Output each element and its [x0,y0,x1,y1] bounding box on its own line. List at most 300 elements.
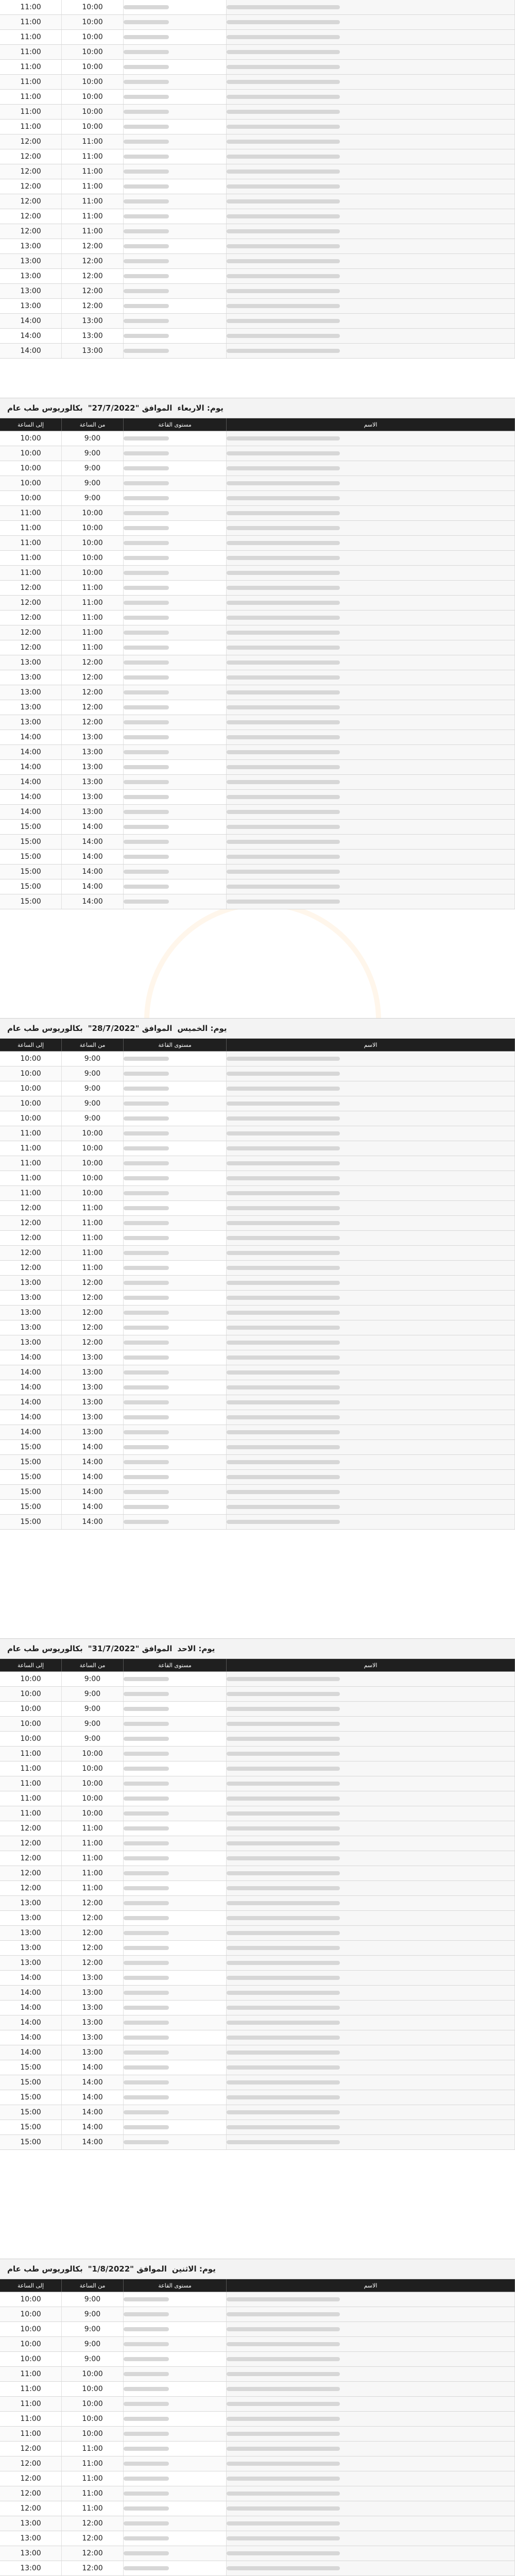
name-placeholder [227,1146,340,1150]
name-cell [227,2105,515,2120]
to-time: 13:00 [0,1276,62,1290]
hall-level-cell [124,446,227,461]
name-cell [227,2561,515,2575]
from-time: 12:00 [62,299,124,313]
name-cell [227,2060,515,2075]
from-time: 11:00 [62,1836,124,1851]
from-time: 11:00 [62,179,124,194]
from-time: 12:00 [62,239,124,253]
name-cell [227,1096,515,1111]
hall-level-cell [124,1096,227,1111]
from-time: 10:00 [62,1747,124,1761]
hall-level-cell [124,2531,227,2546]
table-row [0,1971,515,1986]
from-time: 11:00 [62,1201,124,1215]
to-time: 14:00 [0,730,62,744]
table-row [0,2060,515,2075]
to-time: 15:00 [0,1500,62,1514]
table-row [0,2471,515,2486]
hall-level-cell [124,2322,227,2336]
name-cell [227,2442,515,2456]
hall-level-cell [124,75,227,89]
table-row [0,730,515,745]
hall-level-placeholder [124,214,169,218]
table-row [0,1881,515,1896]
table-row [0,75,515,90]
from-time: 14:00 [62,2120,124,2134]
hall-level-cell [124,2307,227,2321]
name-placeholder [227,1826,340,1831]
to-time: 11:00 [0,1171,62,1185]
name-cell [227,1201,515,1215]
name-cell [227,1276,515,1290]
name-cell [227,1515,515,1529]
name-placeholder [227,571,340,575]
table-row [0,1470,515,1485]
name-cell [227,1156,515,1171]
name-cell [227,581,515,595]
name-placeholder [227,1341,340,1345]
table-row [0,865,515,879]
to-time: 14:00 [0,2015,62,2030]
hall-level-cell [124,2030,227,2045]
to-time: 13:00 [0,1926,62,1940]
name-cell [227,2427,515,2441]
table-row [0,2090,515,2105]
table-row [0,149,515,164]
hall-level-cell [124,0,227,14]
table-row [0,1380,515,1395]
hall-level-cell [124,1186,227,1200]
hall-level-placeholder [124,170,169,174]
hall-level-placeholder [124,1752,169,1756]
name-placeholder [227,586,340,590]
from-time: 10:00 [62,1791,124,1806]
hall-level-placeholder [124,885,169,889]
table-row [0,879,515,894]
to-time: 14:00 [0,344,62,358]
name-placeholder [227,885,340,889]
hall-level-placeholder [124,2506,169,2511]
from-time: 12:00 [62,254,124,268]
name-cell [227,1672,515,1686]
name-placeholder [227,2050,340,2055]
name-cell [227,566,515,580]
hall-level-cell [124,299,227,313]
to-time: 14:00 [0,1986,62,2000]
from-time: 14:00 [62,1455,124,1469]
name-placeholder [227,2021,340,2025]
to-time: 12:00 [0,134,62,149]
day-label: يوم: الاثنين [171,2264,216,2274]
hall-level-placeholder [124,95,169,99]
from-time: 13:00 [62,1971,124,1985]
name-placeholder [227,2447,340,2451]
hall-level-placeholder [124,349,169,353]
to-time: 10:00 [0,2307,62,2321]
table-row [0,1171,515,1186]
hall-level-cell [124,1216,227,1230]
name-cell [227,1440,515,1454]
name-placeholder [227,795,340,799]
table-row [0,1291,515,1306]
table-row [0,2120,515,2135]
name-cell [227,1926,515,1940]
hall-level-placeholder [124,2036,169,2040]
name-cell [227,715,515,730]
table-row [0,1672,515,1687]
header-name: الاسم [227,2279,515,2292]
to-time: 11:00 [0,1761,62,1776]
hall-level-cell [124,2105,227,2120]
to-time: 11:00 [0,1791,62,1806]
table-row [0,1395,515,1410]
hall-level-placeholder [124,140,169,144]
hall-level-placeholder [124,870,169,874]
table-row [0,1365,515,1380]
table-row [0,2382,515,2397]
table-row [0,2135,515,2150]
hall-level-cell [124,1246,227,1260]
header-from-time: من الساعة [62,418,124,431]
name-cell [227,299,515,313]
to-time: 10:00 [0,1672,62,1686]
name-cell [227,1986,515,2000]
hall-level-placeholder [124,2477,169,2481]
name-placeholder [227,810,340,814]
table-row [0,2352,515,2367]
to-time: 12:00 [0,2471,62,2486]
to-time: 10:00 [0,2337,62,2351]
from-time: 9:00 [62,2352,124,2366]
table-row [0,1186,515,1201]
to-time: 11:00 [0,15,62,29]
table-row [0,611,515,625]
name-placeholder [227,900,340,904]
name-placeholder [227,2402,340,2406]
name-cell [227,1866,515,1880]
hall-level-placeholder [124,496,169,500]
to-time: 15:00 [0,1440,62,1454]
from-time: 9:00 [62,476,124,490]
table-row [0,1141,515,1156]
hall-level-cell [124,254,227,268]
table-row [0,1986,515,2001]
hall-level-cell [124,2382,227,2396]
to-time: 13:00 [0,1896,62,1910]
table-row [0,1941,515,1956]
hall-level-cell [124,835,227,849]
name-placeholder [227,556,340,560]
hall-level-placeholder [124,1767,169,1771]
hall-level-cell [124,1470,227,1484]
hall-level-cell [124,700,227,715]
from-time: 14:00 [62,820,124,834]
name-cell [227,879,515,894]
from-time: 11:00 [62,2442,124,2456]
table-row [0,2045,515,2060]
from-time: 13:00 [62,1986,124,2000]
from-time: 13:00 [62,730,124,744]
table-row [0,1246,515,1261]
section-day3 [0,1638,515,2150]
name-placeholder [227,690,340,694]
table-row [0,2337,515,2352]
to-time: 11:00 [0,1186,62,1200]
name-placeholder [227,1296,340,1300]
hall-level-placeholder [124,1311,169,1315]
name-cell [227,284,515,298]
name-cell [227,1791,515,1806]
from-time: 11:00 [62,611,124,625]
to-time: 12:00 [0,149,62,164]
table-row [0,521,515,536]
name-cell [227,2501,515,2516]
hall-level-cell [124,2397,227,2411]
name-cell [227,1380,515,1395]
hall-level-cell [124,1231,227,1245]
hall-level-placeholder [124,780,169,784]
from-time: 11:00 [62,596,124,610]
name-placeholder [227,289,340,293]
table-row [0,120,515,134]
hall-level-cell [124,2337,227,2351]
hall-level-cell [124,1732,227,1746]
name-placeholder [227,2506,340,2511]
hall-level-placeholder [124,631,169,635]
from-time: 13:00 [62,2015,124,2030]
hall-level-cell [124,1926,227,1940]
to-time: 12:00 [0,224,62,239]
name-cell [227,2367,515,2381]
header-hall-level: مستوى القاعة [124,1659,227,1671]
table-row [0,850,515,865]
table-row [0,2486,515,2501]
hall-level-cell [124,1761,227,1776]
table-row [0,314,515,329]
section-day4 [0,2259,515,2576]
hall-level-placeholder [124,334,169,338]
hall-level-placeholder [124,229,169,233]
from-time: 12:00 [62,685,124,700]
hall-level-placeholder [124,1976,169,1980]
name-placeholder [227,2297,340,2301]
name-placeholder [227,750,340,754]
name-cell [227,1246,515,1260]
hall-level-cell [124,2090,227,2105]
hall-level-cell [124,1261,227,1275]
table-row [0,640,515,655]
hall-level-placeholder [124,2447,169,2451]
name-cell [227,476,515,490]
table-row [0,1440,515,1455]
hall-level-cell [124,1806,227,1821]
name-placeholder [227,601,340,605]
name-cell [227,2292,515,2307]
name-placeholder [227,660,340,665]
hall-level-placeholder [124,1841,169,1845]
name-placeholder [227,2551,340,2555]
hall-level-cell [124,1320,227,1335]
hall-level-placeholder [124,1692,169,1696]
hall-level-placeholder [124,1296,169,1300]
hall-level-placeholder [124,1101,169,1106]
to-time: 11:00 [0,536,62,550]
name-placeholder [227,1116,340,1121]
from-time: 10:00 [62,15,124,29]
name-placeholder [227,1490,340,1494]
name-placeholder [227,451,340,455]
from-time: 14:00 [62,2075,124,2090]
name-cell [227,850,515,864]
name-placeholder [227,1311,340,1315]
from-time: 9:00 [62,1081,124,1096]
hall-level-placeholder [124,1430,169,1434]
to-time: 13:00 [0,1320,62,1335]
from-time: 9:00 [62,2307,124,2321]
hall-level-cell [124,1702,227,1716]
name-cell [227,700,515,715]
name-cell [227,461,515,476]
hall-level-cell [124,1126,227,1141]
table-row [0,2531,515,2546]
name-placeholder [227,1251,340,1255]
name-placeholder [227,214,340,218]
table-row [0,506,515,521]
table-row [0,1836,515,1851]
hall-level-placeholder [124,2065,169,2070]
from-time: 11:00 [62,2501,124,2516]
table-row [0,461,515,476]
hall-level-cell [124,1836,227,1851]
to-time: 15:00 [0,1455,62,1469]
from-time: 13:00 [62,1365,124,1380]
hall-level-cell [124,1052,227,1066]
name-cell [227,239,515,253]
hall-level-cell [124,344,227,358]
hall-level-cell [124,1410,227,1425]
from-time: 14:00 [62,1440,124,1454]
schedule-table-rows [0,431,515,909]
from-time: 14:00 [62,850,124,864]
hall-level-cell [124,894,227,909]
name-cell [227,2322,515,2336]
name-placeholder [227,1355,340,1360]
hall-level-placeholder [124,1251,169,1255]
to-time: 11:00 [0,1141,62,1156]
name-cell [227,224,515,239]
name-placeholder [227,1916,340,1920]
hall-level-cell [124,15,227,29]
name-placeholder [227,349,340,353]
table-row [0,1911,515,1926]
name-cell [227,1261,515,1275]
name-placeholder [227,1677,340,1681]
table-row [0,329,515,344]
from-time: 9:00 [62,2322,124,2336]
to-time: 14:00 [0,314,62,328]
hall-level-cell [124,1881,227,1895]
name-cell [227,745,515,759]
to-time: 15:00 [0,1470,62,1484]
name-cell [227,1717,515,1731]
hall-level-cell [124,491,227,505]
hall-level-placeholder [124,1916,169,1920]
hall-level-cell [124,1350,227,1365]
name-cell [227,1052,515,1066]
hall-level-placeholder [124,1871,169,1875]
table-row [0,2292,515,2307]
to-time: 11:00 [0,1776,62,1791]
table-row [0,1111,515,1126]
table-row [0,700,515,715]
name-placeholder [227,1961,340,1965]
from-time: 10:00 [62,45,124,59]
table-row [0,2105,515,2120]
name-cell [227,15,515,29]
name-cell [227,1455,515,1469]
from-time: 11:00 [62,134,124,149]
hall-level-placeholder [124,2357,169,2361]
name-placeholder [227,1281,340,1285]
from-time: 10:00 [62,506,124,520]
name-placeholder [227,646,340,650]
name-cell [227,164,515,179]
to-time: 15:00 [0,2135,62,2149]
name-placeholder [227,5,340,9]
to-time: 10:00 [0,1066,62,1081]
name-cell [227,805,515,819]
section-day1 [0,398,515,909]
name-placeholder [227,229,340,233]
to-time: 12:00 [0,596,62,610]
day-date: الموافق "31/7/2022" [88,1644,173,1653]
name-placeholder [227,50,340,54]
to-time: 15:00 [0,820,62,834]
hall-level-placeholder [124,1146,169,1150]
hall-level-placeholder [124,1236,169,1240]
name-placeholder [227,259,340,263]
to-time: 13:00 [0,254,62,268]
from-time: 13:00 [62,2030,124,2045]
name-placeholder [227,2125,340,2129]
hall-level-placeholder [124,2372,169,2376]
to-time: 13:00 [0,1291,62,1305]
from-time: 11:00 [62,1246,124,1260]
hall-level-placeholder [124,1057,169,1061]
hall-level-cell [124,521,227,535]
to-time: 11:00 [0,105,62,119]
hall-level-placeholder [124,466,169,470]
hall-level-cell [124,2516,227,2531]
from-time: 12:00 [62,2561,124,2575]
name-placeholder [227,616,340,620]
name-placeholder [227,840,340,844]
name-cell [227,269,515,283]
hall-level-cell [124,581,227,595]
hall-level-cell [124,566,227,580]
table-header [0,1039,515,1052]
name-cell [227,536,515,550]
table-row [0,2075,515,2090]
hall-level-placeholder [124,2417,169,2421]
to-time: 11:00 [0,2412,62,2426]
table-row [0,2397,515,2412]
header-from-time: من الساعة [62,1659,124,1671]
table-row [0,1732,515,1747]
hall-level-placeholder [124,125,169,129]
hall-level-placeholder [124,2342,169,2346]
